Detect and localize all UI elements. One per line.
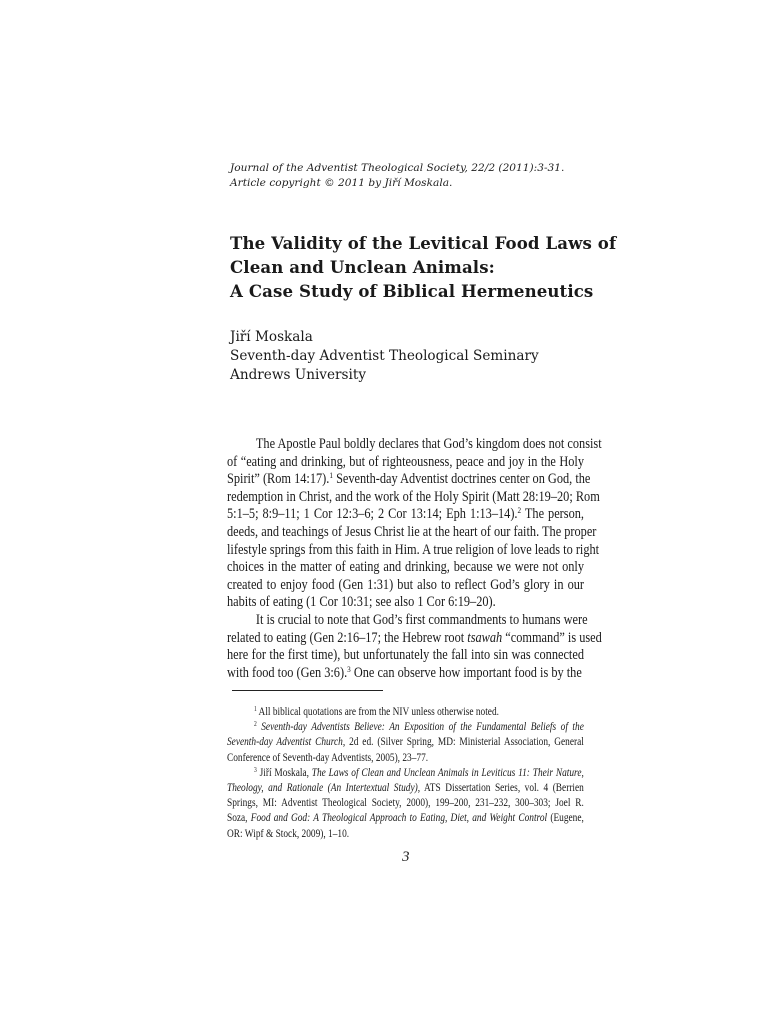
text-run: The Laws of Clean and Unclean Animals in Leviticus 11: Their Nature, xyxy=(311,764,584,779)
body-line xyxy=(227,647,584,665)
text-run: with food too (Gen 3:6). xyxy=(227,664,348,681)
body-line xyxy=(227,436,602,454)
body-line xyxy=(227,665,584,683)
body-line xyxy=(227,506,584,524)
text-run: Seventh-day Adventist Church xyxy=(227,734,343,749)
text-run: redemption in Christ, and the work of the Holy Spirit (Matt 28:19–20; Rom xyxy=(227,488,600,505)
footnote-line xyxy=(227,810,584,825)
text-run: created to enjoy food (Gen 1:31) but also to reflect God’s glory in our xyxy=(227,576,584,593)
author-affiliation: Seventh-day Adventist Theological Seminary xyxy=(230,348,539,364)
text-run: The Apostle Paul boldly declares that God’s kingdom does not consist xyxy=(255,436,602,452)
footnote-marker: 2 xyxy=(253,720,257,729)
footnote-marker: 1 xyxy=(253,705,257,713)
text-run: , 2d ed. (Silver Spring, MD: Ministerial Association, General xyxy=(342,734,584,749)
text-run: choices in the matter of eating and drinking, because we were not only xyxy=(227,559,584,576)
author-institution: Andrews University xyxy=(230,367,366,383)
text-run: tsawah xyxy=(467,629,503,646)
footnote-line xyxy=(227,765,584,780)
title-line: A Case Study of Biblical Hermeneutics xyxy=(230,281,594,301)
body-line xyxy=(227,454,584,472)
text-run: OR: Wipf & Stock, 2009), 1–10. xyxy=(227,825,350,840)
text-run: 5:1–5; 8:9–11; 1 Cor 12:3–6; 2 Cor 13:14; Eph 1:13–14). xyxy=(227,506,518,523)
journal-citation: Journal of the Adventist Theological Society, 22/2 (2011):3-31. xyxy=(230,162,565,174)
text-run: of “eating and drinking, but of righteousness, peace and joy in the Holy xyxy=(227,453,584,470)
text-run: (Eugene, xyxy=(547,810,584,825)
footnote-line xyxy=(227,750,584,765)
footnote-line xyxy=(227,719,584,734)
body-line xyxy=(227,577,584,595)
body-line xyxy=(227,629,602,648)
footnote-line xyxy=(227,734,584,749)
body-line xyxy=(227,559,584,577)
body-line xyxy=(227,594,584,612)
page-number: 3 xyxy=(402,849,410,865)
text-run: here for the first time), but unfortunately the fall into sin was connected xyxy=(227,647,584,664)
footnotes xyxy=(227,704,584,841)
footnote-divider xyxy=(232,690,383,691)
author-name: Jiří Moskala xyxy=(230,329,313,345)
text-run: Food and God: A Theological Approach to Eating, Diet, and Weight Control xyxy=(250,810,548,825)
text-run: Theology, and Rationale (An Intertextual Study) xyxy=(227,779,418,794)
title-line: Clean and Unclean Animals: xyxy=(230,257,495,277)
body-line xyxy=(227,470,591,489)
body-line xyxy=(227,541,600,560)
body-line xyxy=(227,488,600,507)
footnote-marker: 1 xyxy=(329,470,333,481)
text-run: habits of eating (1 Cor 10:31; see also 1 Cor 6:19–20). xyxy=(227,594,496,611)
text-run: related to eating (Gen 2:16–17; the Hebrew root xyxy=(227,629,468,646)
text-run: lifestyle springs from this faith in Him. A true religion of love leads to right xyxy=(227,541,600,558)
text-run: One can observe how important food is by the xyxy=(350,664,582,681)
footnote-marker: 3 xyxy=(253,765,257,774)
text-run: , ATS Dissertation Series, vol. 4 (Berrien xyxy=(417,779,584,794)
body-text xyxy=(227,436,602,682)
footnote-marker: 2 xyxy=(517,505,522,516)
text-run: Conference of Seventh-day Adventists, 2005), 23–77. xyxy=(227,749,429,764)
text-run: Jiří Moskala, xyxy=(256,764,312,779)
text-run: “command” is used xyxy=(502,629,602,646)
body-line xyxy=(227,611,588,630)
text-run: Springs, MI: Adventist Theological Society, 2000), 199–200, 231–232, 300–303; Joel R. xyxy=(227,795,584,810)
text-run: Spirit” (Rom 14:17). xyxy=(227,471,330,488)
article-copyright: Article copyright © 2011 by Jiří Moskala. xyxy=(230,177,453,189)
text-run: Seventh-day Adventist doctrines center on God, the xyxy=(332,471,591,488)
title-line: The Validity of the Levitical Food Laws of xyxy=(230,233,617,253)
text-run: All biblical quotations are from the NIV unless otherwise noted. xyxy=(256,704,499,718)
text-run: The person, xyxy=(521,506,584,523)
footnote-line xyxy=(227,780,584,795)
text-run: It is crucial to note that God’s first commandments to humans were xyxy=(255,611,588,628)
body-line xyxy=(227,523,597,542)
text-run: Soza, xyxy=(227,810,251,825)
text-run: Seventh-day Adventists Believe: An Exposition of the Fundamental Beliefs of the xyxy=(261,719,584,734)
text-run: deeds, and teachings of Jesus Christ lie at the heart of our faith. The proper xyxy=(227,523,597,540)
footnote-line xyxy=(227,795,584,810)
footnote-line xyxy=(227,704,584,719)
footnote-line xyxy=(227,826,584,841)
footnote-marker: 3 xyxy=(347,663,351,674)
